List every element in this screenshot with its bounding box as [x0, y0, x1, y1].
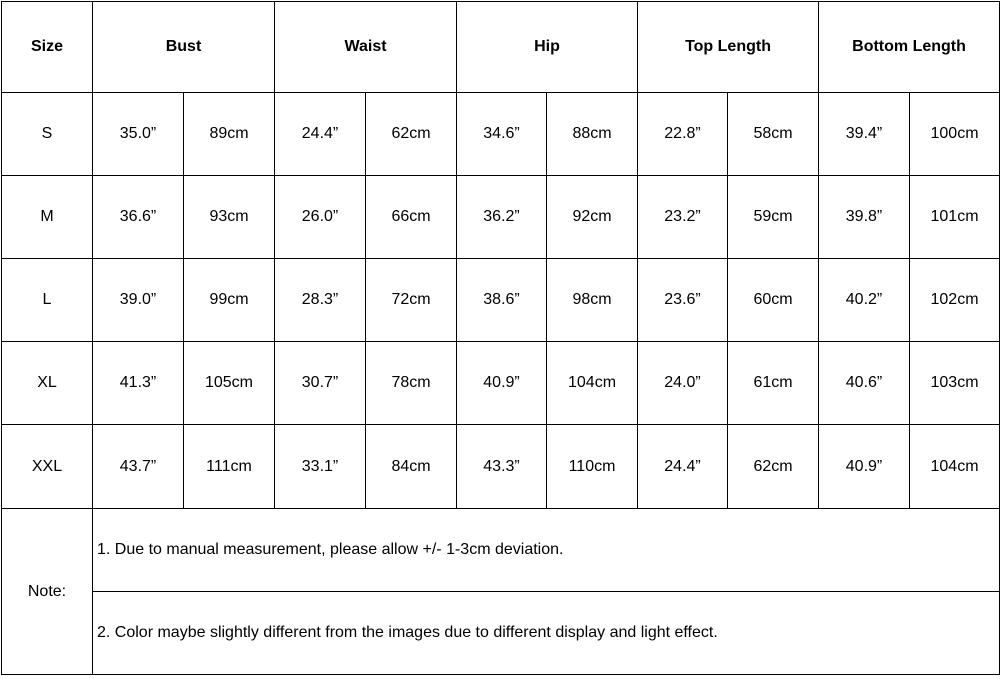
measurement-cell: 62cm: [728, 425, 819, 509]
note-text: 2. Color maybe slightly different from the images due to different display and light effect.: [93, 592, 1000, 675]
size-cell: XXL: [2, 425, 93, 509]
measurement-cell: 104cm: [547, 342, 638, 425]
measurement-cell: 41.3”: [93, 342, 184, 425]
measurement-cell: 26.0”: [275, 176, 366, 259]
measurement-cell: 111cm: [184, 425, 275, 509]
measurement-cell: 92cm: [547, 176, 638, 259]
measurement-cell: 36.2”: [457, 176, 547, 259]
measurement-cell: 98cm: [547, 259, 638, 342]
measurement-cell: 36.6”: [93, 176, 184, 259]
measurement-cell: 40.6”: [819, 342, 910, 425]
measurement-cell: 39.4”: [819, 93, 910, 176]
measurement-cell: 43.3”: [457, 425, 547, 509]
measurement-cell: 40.9”: [819, 425, 910, 509]
measurement-cell: 84cm: [366, 425, 457, 509]
measurement-cell: 38.6”: [457, 259, 547, 342]
measurement-cell: 105cm: [184, 342, 275, 425]
measurement-cell: 78cm: [366, 342, 457, 425]
table-row: [2, 259, 1000, 342]
measurement-cell: 22.8”: [638, 93, 728, 176]
measurement-cell: 34.6”: [457, 93, 547, 176]
column-header: Hip: [457, 2, 638, 93]
size-cell: XL: [2, 342, 93, 425]
measurement-cell: 101cm: [910, 176, 1000, 259]
measurement-cell: 30.7”: [275, 342, 366, 425]
column-header: Waist: [275, 2, 457, 93]
measurement-cell: 39.0”: [93, 259, 184, 342]
measurement-cell: 24.4”: [638, 425, 728, 509]
measurement-cell: 60cm: [728, 259, 819, 342]
column-header: Bust: [93, 2, 275, 93]
measurement-cell: 93cm: [184, 176, 275, 259]
measurement-cell: 23.2”: [638, 176, 728, 259]
measurement-cell: 58cm: [728, 93, 819, 176]
measurement-cell: 35.0”: [93, 93, 184, 176]
table-row: [2, 93, 1000, 176]
measurement-cell: 89cm: [184, 93, 275, 176]
note-label: Note:: [2, 509, 93, 675]
table-row: [2, 425, 1000, 509]
measurement-cell: 40.9”: [457, 342, 547, 425]
size-cell: M: [2, 176, 93, 259]
measurement-cell: 88cm: [547, 93, 638, 176]
measurement-cell: 39.8”: [819, 176, 910, 259]
table-row: [2, 342, 1000, 425]
header-row: [2, 2, 1000, 93]
measurement-cell: 102cm: [910, 259, 1000, 342]
size-cell: S: [2, 93, 93, 176]
measurement-cell: 33.1”: [275, 425, 366, 509]
measurement-cell: 104cm: [910, 425, 1000, 509]
measurement-cell: 28.3”: [275, 259, 366, 342]
measurement-cell: 66cm: [366, 176, 457, 259]
size-chart-table: [1, 1, 1000, 675]
note-text: 1. Due to manual measurement, please allow +/- 1-3cm deviation.: [93, 509, 1000, 592]
measurement-cell: 24.4”: [275, 93, 366, 176]
measurement-cell: 110cm: [547, 425, 638, 509]
column-header: Bottom Length: [819, 2, 1000, 93]
measurement-cell: 72cm: [366, 259, 457, 342]
note-row: [2, 592, 1000, 675]
measurement-cell: 43.7”: [93, 425, 184, 509]
measurement-cell: 99cm: [184, 259, 275, 342]
measurement-cell: 23.6”: [638, 259, 728, 342]
measurement-cell: 40.2”: [819, 259, 910, 342]
size-cell: L: [2, 259, 93, 342]
measurement-cell: 59cm: [728, 176, 819, 259]
note-row: [2, 509, 1000, 592]
measurement-cell: 61cm: [728, 342, 819, 425]
column-header: Size: [2, 2, 93, 93]
measurement-cell: 24.0”: [638, 342, 728, 425]
table-row: [2, 176, 1000, 259]
measurement-cell: 103cm: [910, 342, 1000, 425]
measurement-cell: 100cm: [910, 93, 1000, 176]
measurement-cell: 62cm: [366, 93, 457, 176]
column-header: Top Length: [638, 2, 819, 93]
